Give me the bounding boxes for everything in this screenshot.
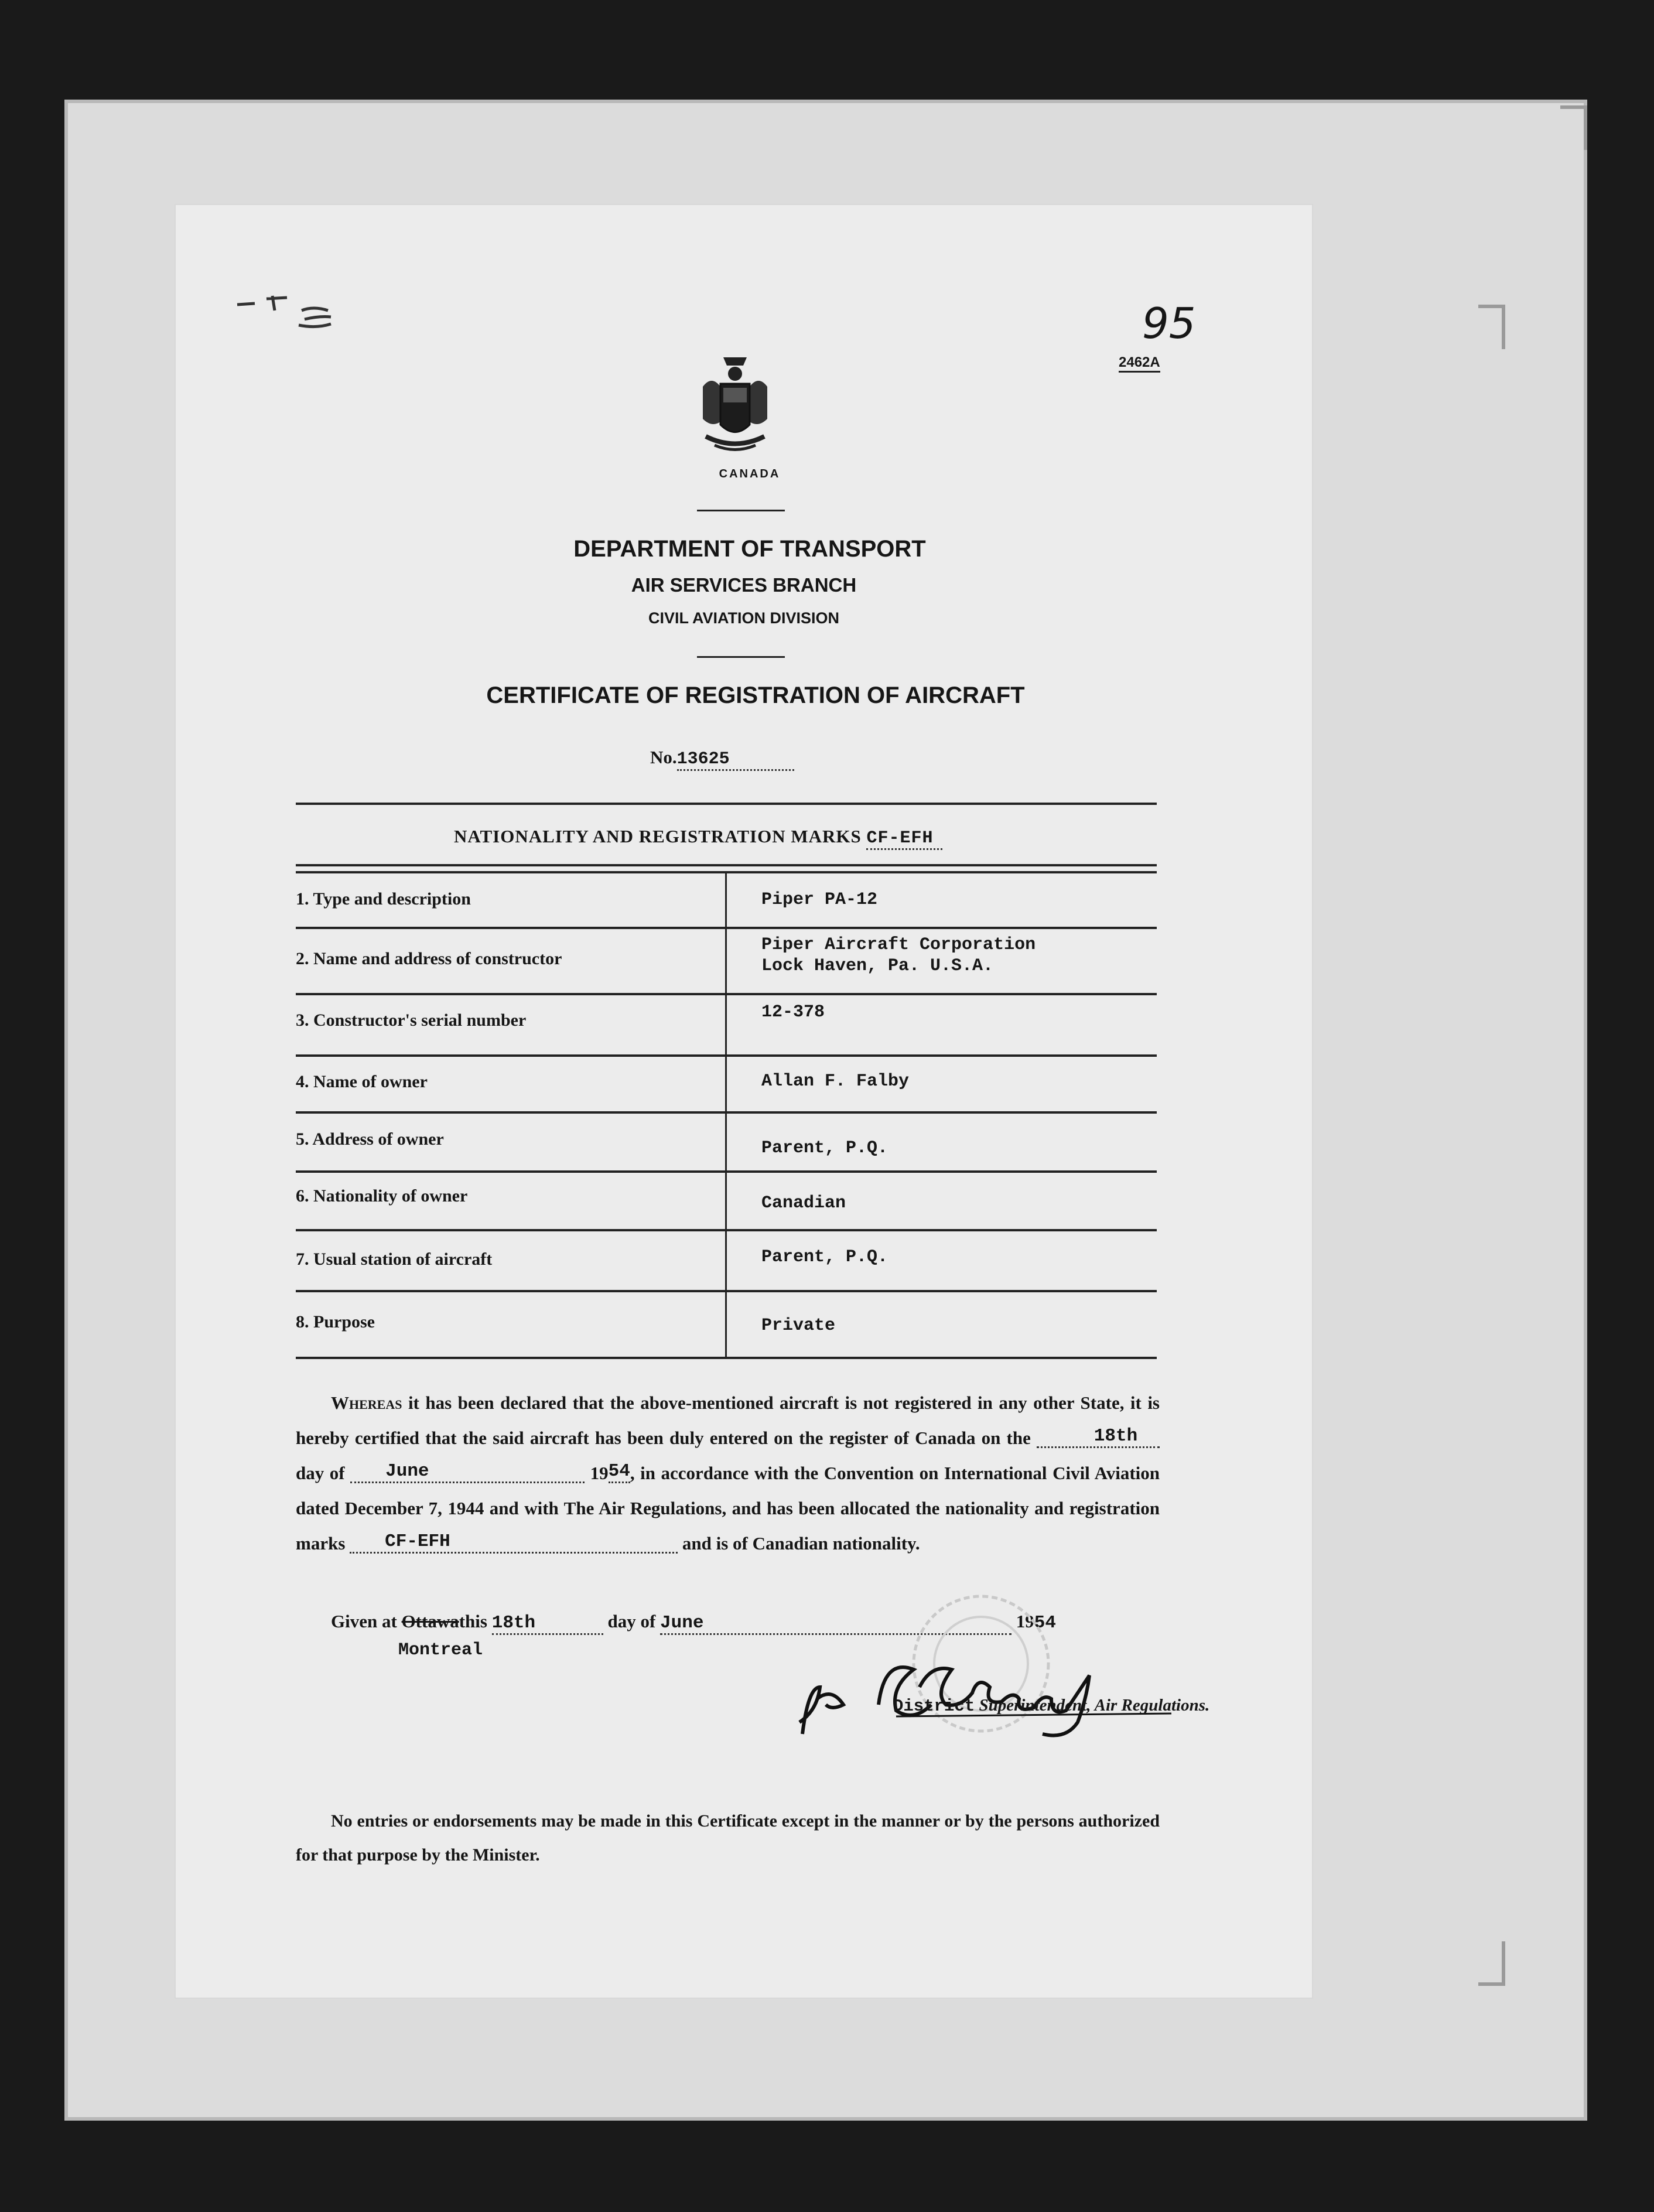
field-label: 4. Name of owner [296, 1072, 428, 1091]
registration-marks-line [454, 826, 942, 850]
division-title: CIVIL AVIATION DIVISION [648, 609, 840, 627]
field-value: Private [761, 1316, 836, 1336]
coat-of-arms-icon [691, 351, 779, 463]
given-place: Montreal [398, 1640, 483, 1660]
printed-title: Superintendent, Air Regulations. [979, 1696, 1210, 1715]
field-label: 2. Name and address of constructor [296, 949, 562, 968]
typed-title: District [893, 1696, 975, 1716]
declaration-paragraph [296, 1385, 1160, 1561]
marks-value: CF-EFH [866, 828, 942, 850]
field-label: 7. Usual station of aircraft [296, 1250, 493, 1269]
field-value: Canadian [761, 1193, 846, 1213]
marks-label: NATIONALITY AND REGISTRATION MARKS [454, 826, 862, 846]
field-value: Allan F. Falby [761, 1071, 910, 1091]
corner-annotation: 95 [1142, 299, 1196, 348]
signature-mark [761, 1634, 1183, 1752]
declaration-text: , in accordance with the Convention on International Civil Aviation dated December 7, 1944 and with The Air Regulations, and has been allocated the nationality and registration marks [296, 1463, 1160, 1554]
given-month: June [660, 1613, 1011, 1635]
crest-caption: CANADA [719, 467, 781, 480]
pencil-scribble-mark [231, 269, 337, 334]
declaration-text: it has been declared that the above-mentioned aircraft is not registered in any other State, it is hereby certified that the said aircraft has been duly entered on the register of Canada on the [296, 1392, 1160, 1448]
struck-place: Ottawa [401, 1611, 459, 1631]
table-top-rule [296, 803, 1157, 805]
branch-title: AIR SERVICES BRANCH [631, 574, 857, 596]
this-word: this [459, 1611, 487, 1631]
declaration-text: day of [296, 1463, 345, 1483]
no-label: No. [650, 747, 677, 767]
row-divider [296, 993, 1157, 995]
signature-title-line [893, 1696, 1209, 1716]
field-value: 12-378 [761, 1002, 825, 1022]
field-label: 1. Type and description [296, 889, 471, 909]
row-divider [296, 1111, 1157, 1114]
field-label: 3. Constructor's serial number [296, 1011, 527, 1030]
field-value: Piper PA-12 [761, 890, 878, 910]
field-value: Parent, P.Q. [761, 1247, 888, 1267]
row-divider [296, 1229, 1157, 1231]
given-day: 18th [492, 1613, 603, 1635]
department-title: DEPARTMENT OF TRANSPORT [573, 536, 926, 562]
registration-month: June [350, 1462, 585, 1483]
crop-mark-top-right [1478, 305, 1505, 349]
table-double-rule [296, 864, 1157, 866]
row-divider [296, 1054, 1157, 1057]
divider [697, 656, 785, 658]
given-at-label: Given at [331, 1611, 397, 1631]
given-century: 19 [1016, 1611, 1034, 1631]
field-label: 5. Address of owner [296, 1129, 444, 1149]
registration-year: 54 [609, 1461, 630, 1483]
no-value: 13625 [677, 749, 794, 771]
certificate-page [176, 205, 1312, 1998]
row-divider [296, 927, 1157, 929]
row-divider [296, 1357, 1157, 1359]
declaration-text: and is of Canadian nationality. [682, 1533, 920, 1554]
footer-note: No entries or endorsements may be made in this Certificate except in the manner or by the persons authorized for that purpose by the Minister. [296, 1811, 1160, 1865]
column-divider [725, 873, 727, 1357]
field-label: 6. Nationality of owner [296, 1186, 468, 1206]
row-divider [296, 1170, 1157, 1173]
registration-marks: CF-EFH [350, 1532, 678, 1554]
registration-day: 18th [1037, 1426, 1160, 1448]
field-value: Piper Aircraft Corporation Lock Haven, Pa. U.S.A. [761, 935, 1036, 976]
whereas-word: Whereas [331, 1392, 402, 1413]
form-number: 2462A [1119, 354, 1160, 373]
crop-mark-bottom-right [1478, 1941, 1505, 1986]
divider [697, 510, 785, 511]
day-of-label: day of [607, 1611, 656, 1631]
certificate-title: CERTIFICATE OF REGISTRATION OF AIRCRAFT [486, 682, 1025, 708]
given-year: 54 [1034, 1613, 1057, 1633]
field-value: Parent, P.Q. [761, 1138, 888, 1158]
declaration-text: 19 [590, 1463, 609, 1483]
row-divider [296, 1290, 1157, 1292]
crop-mark-edge [1560, 105, 1587, 150]
field-label: 8. Purpose [296, 1312, 375, 1332]
certificate-number [650, 747, 794, 771]
